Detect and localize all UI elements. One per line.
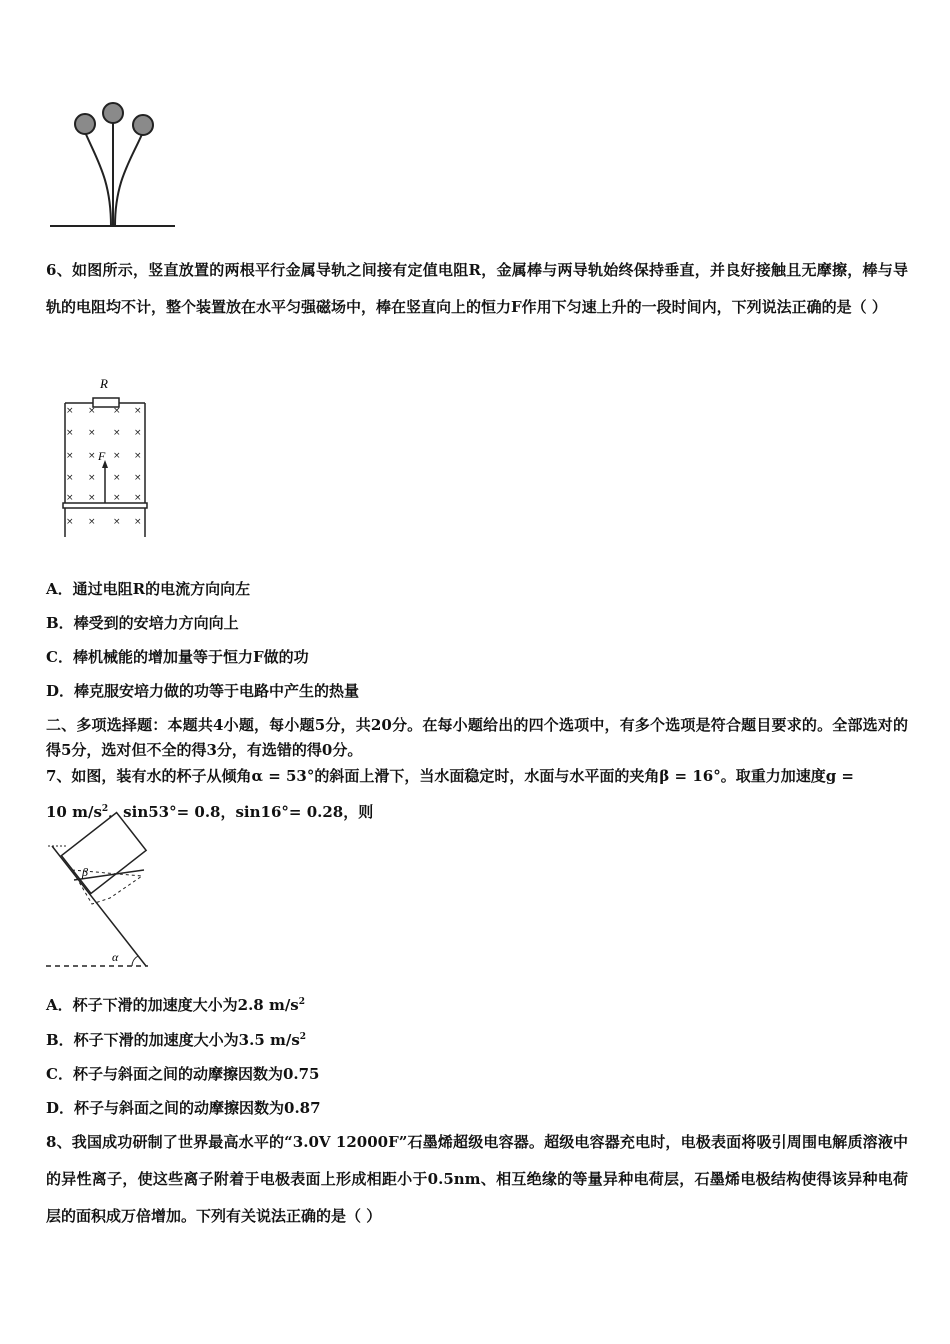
q6-stem: 6、如图所示，竖直放置的两根平行金属导轨之间接有定值电阻R，金属棒与两导轨始终保持垂直，并良好接触且无摩擦，棒与导轨的电阻均不计，整个装置放在水平匀强磁场中，棒在竖直向上的恒力F作用下匀速上升的一段时间内，下列说法正确的是（ ）	[46, 261, 908, 316]
svg-text:×: ×	[88, 428, 96, 438]
incline-cup-figure	[44, 840, 174, 970]
svg-text:×: ×	[113, 428, 121, 438]
svg-text:×: ×	[113, 406, 121, 416]
svg-text:×: ×	[113, 451, 121, 461]
q6-option-a: A．通过电阻R的电流方向向左	[46, 580, 251, 598]
svg-text:×: ×	[66, 451, 74, 461]
svg-text:×: ×	[134, 451, 142, 461]
rails-figure	[55, 372, 175, 542]
resistor-label: R	[100, 376, 108, 391]
beta-label: β	[82, 865, 88, 879]
q7-stem-line1: 7、如图，装有水的杯子从倾角α = 53°的斜面上滑下，当水面稳定时，水面与水平面的夹角β = 16°。取重力加速度g =	[46, 767, 854, 785]
q8-stem: 8、我国成功研制了世界最高水平的“3.0V 12000F”石墨烯超级电容器。超级电容器充电时，电极表面将吸引周围电解质溶液中的异性离子，使这些离子附着于电极表面上形成相距小于0.5nm、相互绝缘的等量异种电荷层，石墨烯电极结构使得该异种电荷层的面积成万倍增加。下列有关说法正确的是（ ）	[46, 1133, 908, 1225]
svg-text:×: ×	[88, 493, 96, 503]
svg-text:×: ×	[134, 428, 142, 438]
svg-text:×: ×	[113, 517, 121, 527]
section2-instructions: 二、多项选择题：本题共4小题，每小题5分，共20分。在每小题给出的四个选项中，有多个选项是符合题目要求的。全部选对的得5分，选对但不全的得3分，有选错的得0分。	[46, 716, 908, 759]
metal-rod	[63, 503, 147, 508]
q6-option-b: B．棒受到的安培力方向向上	[46, 614, 239, 632]
q7-option-c: C．杯子与斜面之间的动摩擦因数为0.75	[46, 1065, 320, 1083]
svg-text:×: ×	[134, 517, 142, 527]
svg-text:×: ×	[134, 493, 142, 503]
svg-text:×: ×	[66, 493, 74, 503]
q7-option-a: A．杯子下滑的加速度大小为2.8 $m/s^2$	[46, 996, 306, 1014]
svg-text:×: ×	[113, 473, 121, 483]
svg-text:×: ×	[88, 473, 96, 483]
svg-text:×: ×	[66, 428, 74, 438]
q7-option-d: D．杯子与斜面之间的动摩擦因数为0.87	[46, 1099, 321, 1117]
svg-text:×: ×	[88, 517, 96, 527]
q7-stem-line2: 10 $m/s^2$，sin53°= 0.8，sin16°= 0.28，则	[46, 803, 374, 821]
three-balls-figure	[45, 100, 185, 230]
svg-text:×: ×	[66, 406, 74, 416]
force-label: F	[98, 449, 106, 463]
alpha-label: α	[112, 950, 119, 964]
q6-option-c: C．棒机械能的增加量等于恒力F做的功	[46, 648, 309, 666]
q6-option-d: D．棒克服安培力做的功等于电路中产生的热量	[46, 682, 360, 700]
svg-text:×: ×	[113, 493, 121, 503]
q7-option-b: B．杯子下滑的加速度大小为3.5 $m/s^2$	[46, 1031, 307, 1049]
svg-text:×: ×	[88, 451, 96, 461]
svg-text:×: ×	[134, 473, 142, 483]
svg-text:×: ×	[134, 406, 142, 416]
svg-text:×: ×	[66, 473, 74, 483]
svg-text:×: ×	[88, 406, 96, 416]
svg-text:×: ×	[66, 517, 74, 527]
